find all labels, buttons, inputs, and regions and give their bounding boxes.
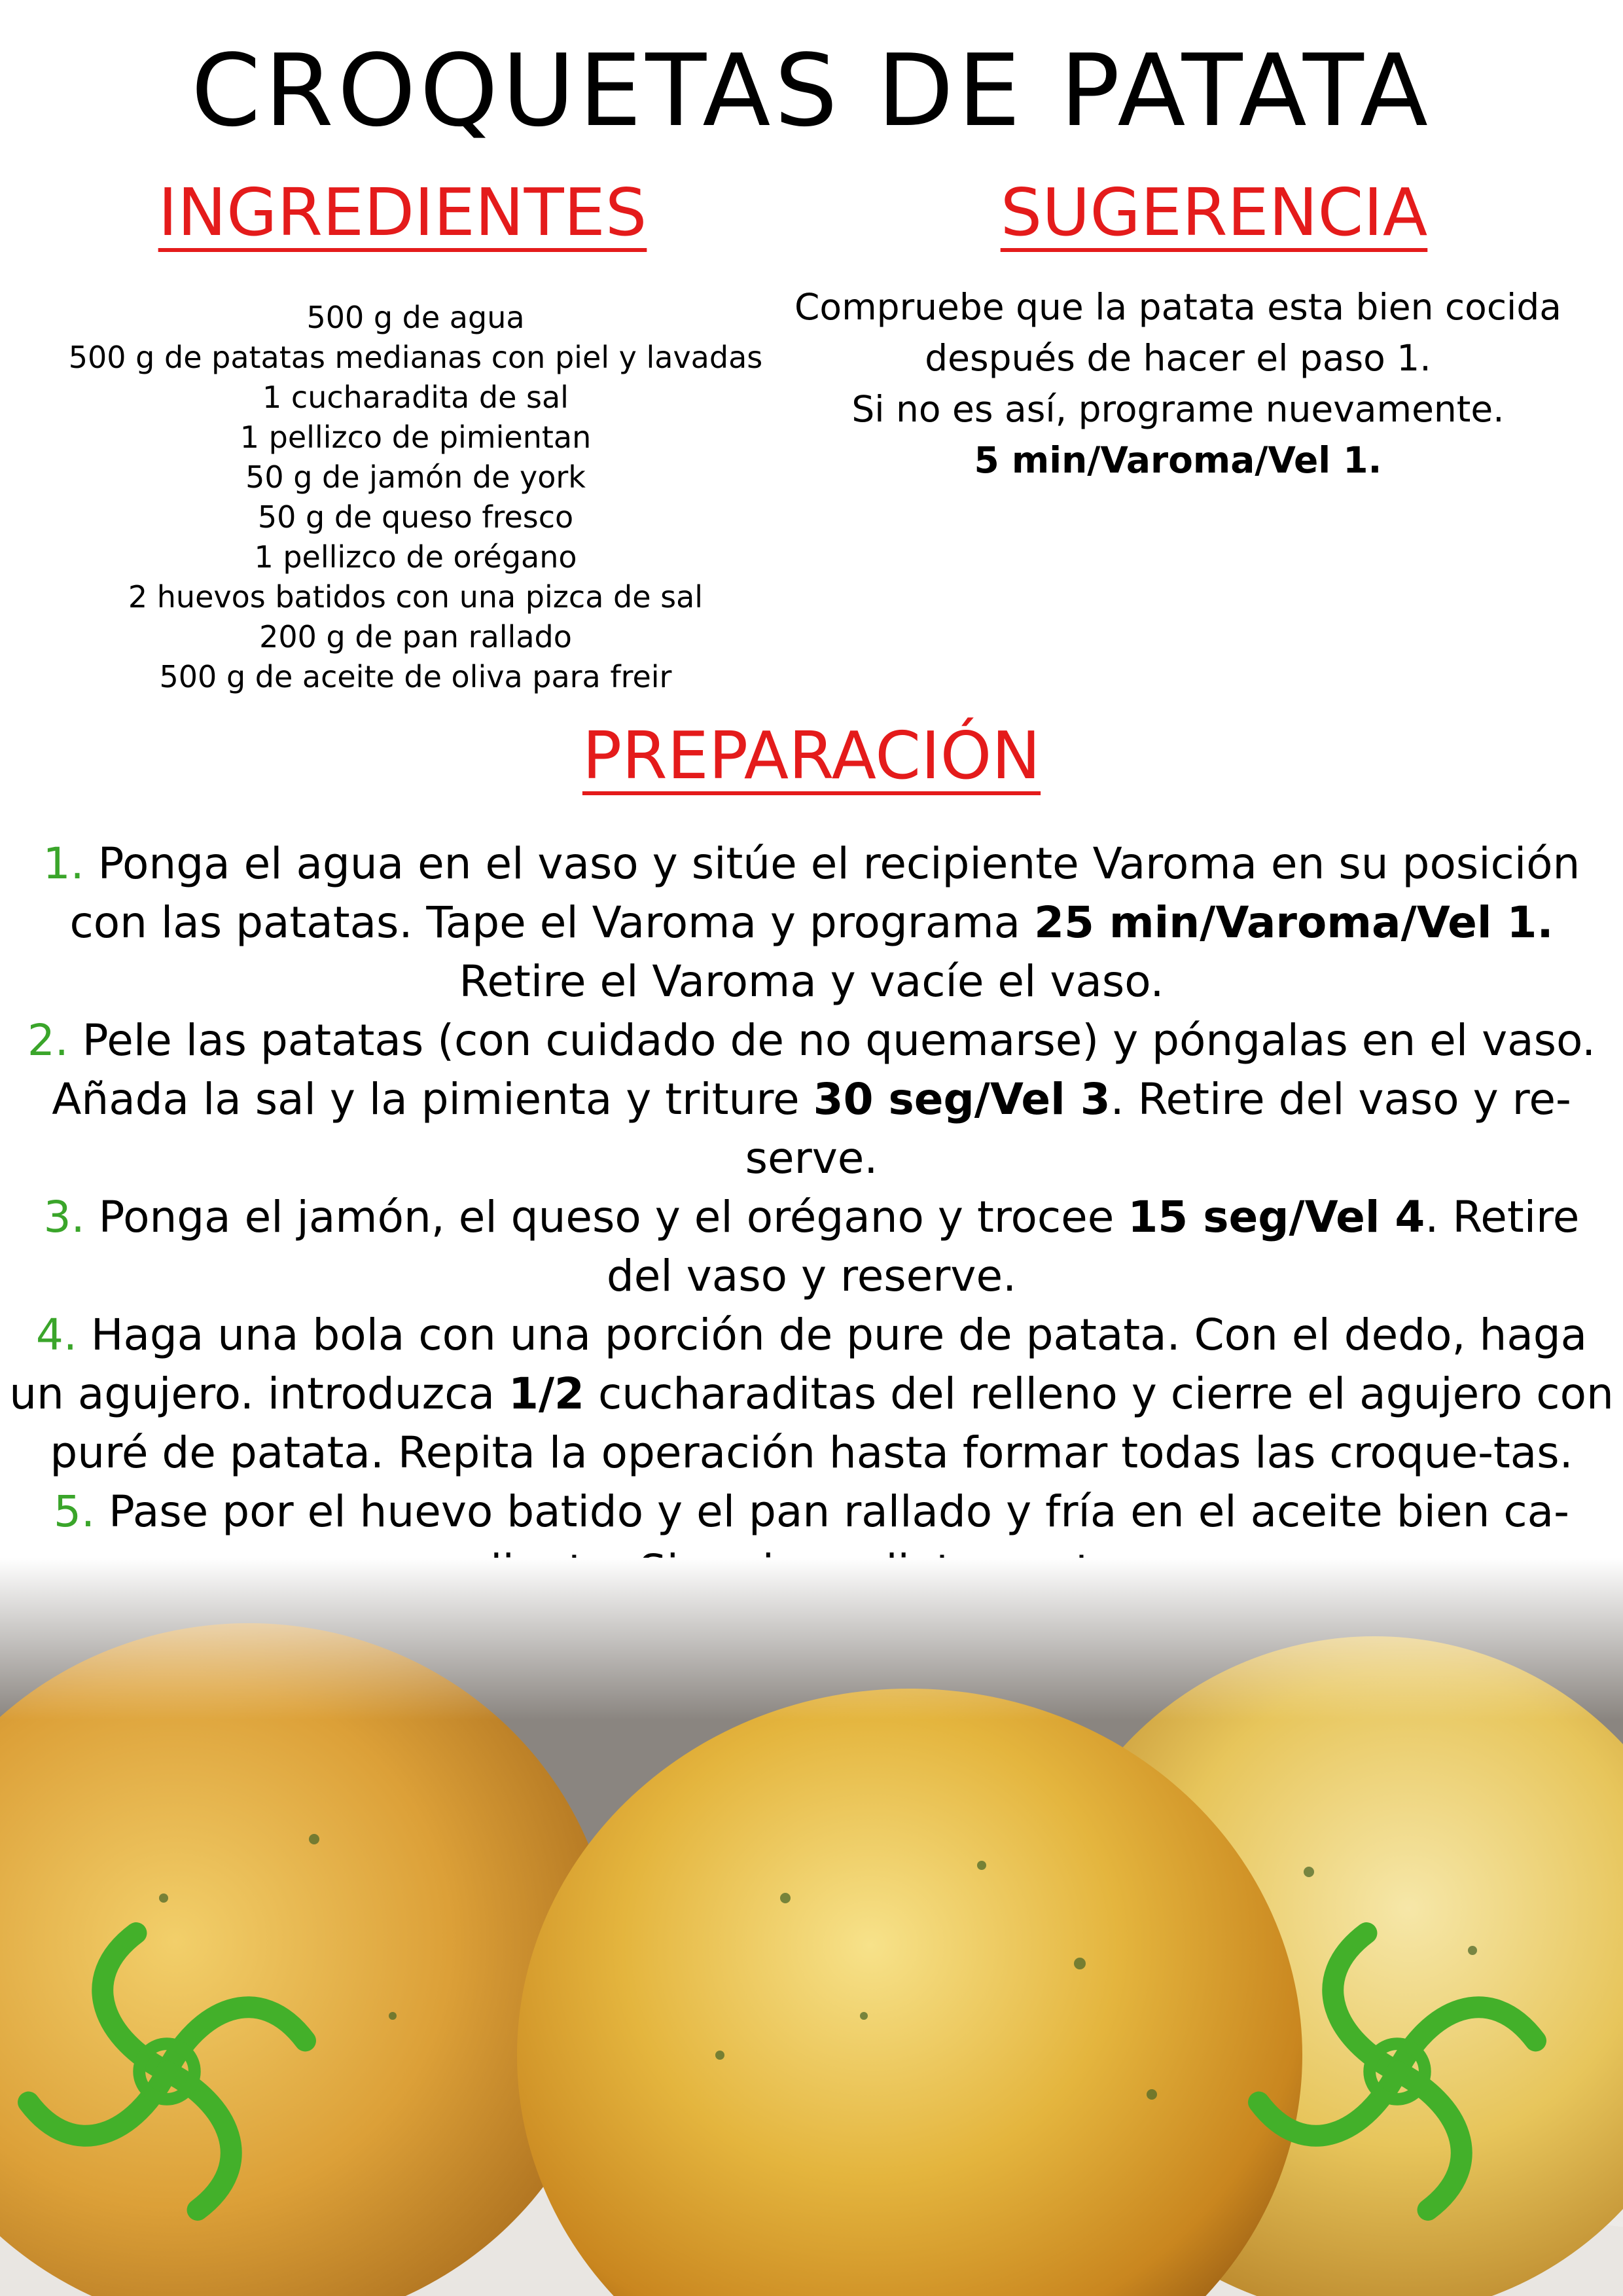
- step-program: 1/2: [508, 1369, 584, 1419]
- step-program: 25 min/Varoma/Vel 1.: [1034, 897, 1554, 948]
- step-number: 1.: [43, 838, 84, 889]
- step-text: Pele las patatas (con cuidado de no quemarse) y póngalas en el vaso. Añada la sal y la pimienta y triture: [52, 1015, 1596, 1124]
- suggestion-text: [759, 281, 1597, 486]
- ingredient-item: 500 g de aceite de oliva para freir: [159, 659, 672, 694]
- step-text: Retire el Varoma y vacíe el vaso.: [459, 956, 1164, 1007]
- step-program: 30 seg/Vel 3: [813, 1074, 1111, 1124]
- ingredient-item: 500 g de patatas medianas con piel y lavadas: [68, 340, 763, 375]
- step-program: 15 seg/Vel 4: [1128, 1192, 1425, 1242]
- step-text: Ponga el jamón, el queso y el orégano y trocee: [84, 1192, 1128, 1242]
- step-text: Ponga el agua en el vaso y sitúe el recipiente Varoma en su posición con las patatas. Tape el Varoma y programa: [69, 838, 1580, 948]
- step-text: . Retire del vaso y reserve.: [606, 1192, 1580, 1301]
- pinwheel-logo-icon: [1243, 1918, 1551, 2225]
- step-text: . Retire del vaso y re-serve.: [745, 1074, 1571, 1183]
- step-number: 3.: [43, 1192, 85, 1242]
- step-text: Haga una bola con una porción de pure de patata. Con el dedo, haga un agujero. introduzca: [9, 1310, 1588, 1419]
- preparation-heading: PREPARACIÓN: [582, 717, 1041, 794]
- step-number: 5.: [54, 1486, 96, 1537]
- suggestion-program: 5 min/Varoma/Vel 1.: [974, 439, 1382, 481]
- suggestion-line: después de hacer el paso 1.: [925, 337, 1431, 379]
- step-item: [7, 1188, 1616, 1306]
- suggestion-line: Compruebe que la patata esta bien cocida: [794, 286, 1561, 328]
- ingredients-heading: INGREDIENTES: [158, 174, 647, 251]
- ingredient-item: 1 cucharadita de sal: [262, 380, 569, 415]
- step-text: cucharaditas del relleno y cierre el agujero con puré de patata. Repita la operación hasta formar todas las croque-tas.: [50, 1369, 1614, 1478]
- suggestion-heading: SUGERENCIA: [1000, 174, 1428, 251]
- step-text: Pase por el huevo batido y el pan rallado y fría en el aceite bien ca-: [108, 1486, 1569, 1537]
- ingredient-item: 50 g de jamón de york: [245, 459, 586, 495]
- step-item: [7, 1306, 1616, 1482]
- ingredient-item: 500 g de agua: [306, 300, 525, 335]
- step-item: [7, 1011, 1616, 1188]
- step-number: 2.: [27, 1015, 69, 1066]
- ingredient-item: 50 g de queso fresco: [257, 499, 574, 535]
- step-number: 4.: [35, 1310, 77, 1360]
- preparation-steps: [7, 834, 1616, 1600]
- step-item: [7, 834, 1616, 1011]
- ingredient-item: 2 huevos batidos con una pizca de sal: [128, 579, 704, 615]
- ingredient-item: 1 pellizco de orégano: [254, 539, 577, 575]
- ingredient-item: 1 pellizco de pimientan: [240, 420, 592, 455]
- pinwheel-logo-icon: [13, 1918, 321, 2225]
- ingredient-item: 200 g de pan rallado: [259, 619, 572, 655]
- suggestion-line: Si no es así, programe nuevamente.: [851, 388, 1505, 430]
- ingredients-list: [26, 298, 805, 697]
- page-title: CROQUETAS DE PATATA: [191, 33, 1432, 149]
